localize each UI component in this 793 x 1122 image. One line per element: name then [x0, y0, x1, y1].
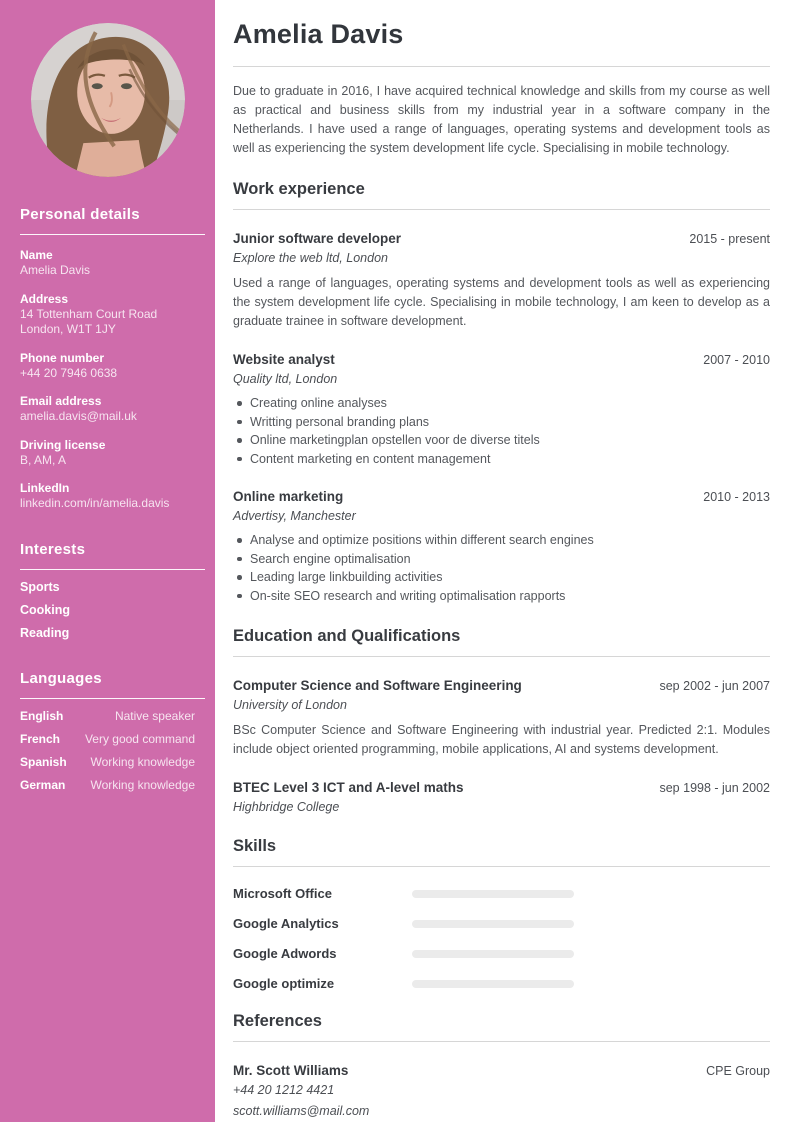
job-org: Quality ltd, London: [233, 372, 338, 386]
field-label: Driving license: [20, 437, 106, 452]
skill-row: [233, 917, 770, 930]
language-level: Working knowledge: [90, 754, 195, 769]
education-period: sep 2002 - jun 2007: [659, 679, 770, 693]
sidebar-divider: [20, 234, 205, 235]
divider: [233, 66, 770, 67]
reference-header: [233, 1063, 770, 1078]
job-role: Website analyst: [233, 352, 335, 367]
language-name: English: [20, 708, 64, 723]
reference-entry: [233, 1063, 770, 1119]
skill-bar-track: [412, 950, 574, 958]
divider: [233, 866, 770, 867]
job-bullet: Online marketingplan opstellen voor de diverse titels: [233, 431, 770, 450]
job-bullet-list: [233, 394, 770, 468]
references-title: References: [233, 1012, 322, 1030]
interest-item: Cooking: [20, 602, 70, 617]
work-experience-title: Work experience: [233, 180, 365, 198]
job-bullet: Content marketing en content management: [233, 450, 770, 469]
education-school: University of London: [233, 698, 347, 712]
skill-name: Google Analytics: [233, 916, 339, 931]
sidebar-divider: [20, 698, 205, 699]
skill-row: [233, 977, 770, 990]
language-level: Very good command: [84, 731, 195, 746]
job-period: 2007 - 2010: [703, 353, 770, 367]
language-row: [20, 777, 195, 793]
education-description: BSc Computer Science and Software Engineering with industrial year. Predicted 2:1. Modules include object oriented programming, mobile applications, AI and systems development.: [233, 723, 770, 756]
education-header: [233, 780, 770, 796]
job-bullet: On-site SEO research and writing optimalisation rapports: [233, 587, 770, 606]
field-email: [20, 393, 195, 425]
profile-photo: [31, 23, 185, 177]
interest-item: Sports: [20, 579, 60, 594]
divider: [233, 1041, 770, 1042]
field-value: 14 Tottenham Court Road: [20, 306, 158, 321]
education-header: [233, 678, 770, 694]
field-phone: [20, 350, 195, 382]
interests-title: Interests: [20, 540, 86, 558]
education-degree: Computer Science and Software Engineering: [233, 678, 522, 693]
job-bullet-list: [233, 531, 770, 605]
divider: [233, 209, 770, 210]
job-header: [233, 352, 770, 368]
field-address: [20, 291, 195, 338]
reference-name: Mr. Scott Williams: [233, 1063, 349, 1078]
reference-org: CPE Group: [706, 1064, 770, 1078]
field-value: +44 20 7946 0638: [20, 365, 118, 380]
portrait-illustration: [31, 23, 185, 177]
field-value: London, W1T 1JY: [20, 322, 116, 336]
job-bullet: Creating online analyses: [233, 394, 770, 413]
language-level: Working knowledge: [90, 777, 195, 792]
skill-bar-track: [412, 890, 574, 898]
job-description: Used a range of languages, operating systems and development tools as well as experiencing the system development life cycle. Specialising in mobile technology, I am keen to develop as a graduate trainee in software development.: [233, 276, 770, 328]
field-linkedin: [20, 480, 195, 512]
language-row: [20, 754, 195, 770]
job-period: 2010 - 2013: [703, 490, 770, 504]
job-header: [233, 231, 770, 247]
reference-email: scott.williams@mail.com: [233, 1103, 370, 1118]
job-bullet: Leading large linkbuilding activities: [233, 568, 770, 587]
field-value: amelia.davis@mail.uk: [20, 409, 137, 423]
job-entry: [233, 231, 770, 331]
job-bullet: Writting personal branding plans: [233, 413, 770, 432]
language-list: [0, 708, 215, 793]
job-period: 2015 - present: [689, 232, 770, 246]
job-header: [233, 489, 770, 505]
language-row: [20, 731, 195, 747]
education-entry: [233, 780, 770, 815]
skills-title: Skills: [233, 837, 277, 855]
language-level: Native speaker: [114, 708, 195, 723]
field-name: [20, 247, 195, 279]
field-value: linkedin.com/in/amelia.davis: [20, 496, 170, 510]
field-label: LinkedIn: [20, 481, 70, 495]
education-degree: BTEC Level 3 ICT and A-level maths: [233, 780, 464, 795]
languages-title: Languages: [20, 669, 102, 687]
education-period: sep 1998 - jun 2002: [659, 781, 770, 795]
job-org: Advertisy, Manchester: [233, 509, 356, 523]
main-content: [215, 0, 793, 1122]
field-label: Phone number: [20, 350, 105, 365]
reference-phone: +44 20 1212 4421: [233, 1083, 335, 1097]
skill-name: Google optimize: [233, 976, 335, 991]
personal-details-title: Personal details: [20, 206, 140, 223]
field-driving-license: [20, 437, 195, 469]
education-school: Highbridge College: [233, 800, 340, 814]
page-title: Amelia Davis: [233, 19, 404, 49]
language-name: French: [20, 731, 61, 746]
interest-list: [0, 579, 215, 641]
sidebar: [0, 0, 215, 1122]
education-entry: [233, 678, 770, 759]
language-row: [20, 708, 195, 724]
job-bullet: Search engine optimalisation: [233, 550, 770, 569]
sidebar-divider: [20, 569, 205, 570]
skill-bar-track: [412, 980, 574, 988]
field-label: Address: [20, 291, 69, 306]
job-entry: [233, 489, 770, 605]
field-label: Email address: [20, 394, 102, 408]
skill-row: [233, 947, 770, 960]
field-label: Name: [20, 248, 53, 262]
language-name: Spanish: [20, 754, 67, 769]
interest-item: Reading: [20, 625, 70, 640]
skill-name: Google Adwords: [233, 946, 337, 961]
job-org: Explore the web ltd, London: [233, 251, 388, 265]
field-value: Amelia Davis: [20, 263, 91, 277]
divider: [233, 656, 770, 657]
profile-summary: Due to graduate in 2016, I have acquired technical knowledge and skills from my course as well as practical and business skills from my industrial year in a software company in the Netherlands. I have used a range of languages, operating systems and development tools as well as experiencing the system development life cycle. Specialising in mobile technology.: [233, 84, 770, 155]
language-name: German: [20, 777, 66, 792]
job-role: Junior software developer: [233, 231, 402, 246]
job-bullet: Analyse and optimize positions within different search engines: [233, 531, 770, 550]
job-entry: [233, 352, 770, 468]
education-title: Education and Qualifications: [233, 627, 461, 645]
field-value: B, AM, A: [20, 452, 67, 467]
skill-bar-track: [412, 920, 574, 928]
skill-name: Microsoft Office: [233, 886, 332, 901]
job-role: Online marketing: [233, 489, 344, 504]
skill-row: [233, 887, 770, 900]
